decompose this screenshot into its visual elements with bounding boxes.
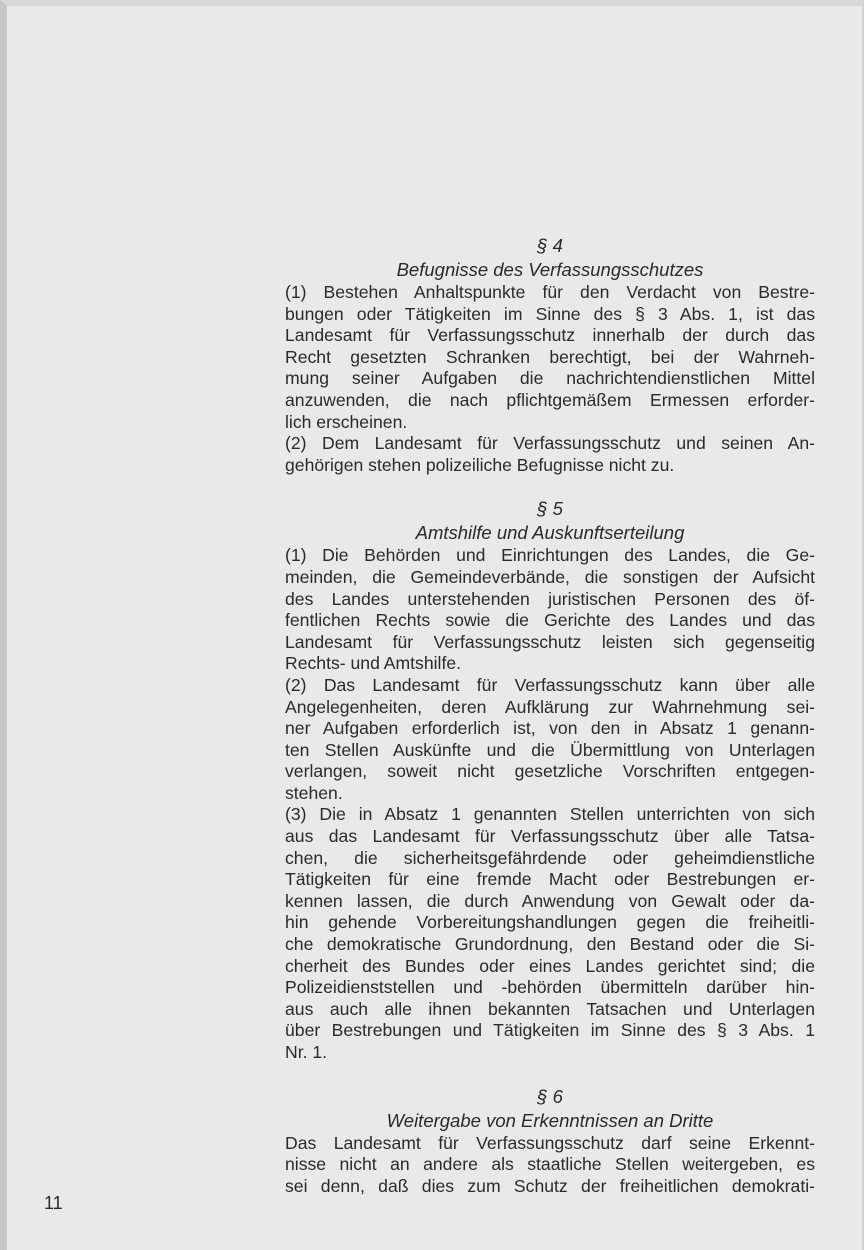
text-line: (3) Die in Absatz 1 genannten Stellen unterrichten von sich bbox=[285, 804, 815, 825]
text-line: stehen. bbox=[285, 782, 343, 803]
section-4 bbox=[285, 234, 815, 476]
text-line: (2) Das Landesamt für Verfassungsschutz kann über alle bbox=[285, 674, 815, 695]
section-5 bbox=[285, 497, 815, 1063]
text-line: bungen oder Tätigkeiten im Sinne des § 3 Abs. 1, ist das bbox=[285, 303, 815, 324]
text-line: kennen lassen, die durch Anwendung von Gewalt oder da- bbox=[285, 890, 815, 911]
text-line: über Bestrebungen und Tätigkeiten im Sinne des § 3 Abs. 1 bbox=[285, 1020, 815, 1041]
paragraph bbox=[285, 804, 815, 1063]
text-line: hin gehende Vorbereitungshandlungen gegen die freiheitli- bbox=[285, 912, 815, 933]
text-line: mung seiner Aufgaben die nachrichtendienstlichen Mittel bbox=[285, 368, 815, 389]
text-column bbox=[285, 234, 815, 1197]
text-line: chen, die sicherheitsgefährdende oder geheimdienstliche bbox=[285, 847, 815, 868]
text-line: Rechts- und Amtshilfe. bbox=[285, 653, 462, 674]
section-number: § 6 bbox=[537, 1085, 563, 1107]
text-line: ner Aufgaben erforderlich ist, von den in Absatz 1 genann- bbox=[285, 718, 815, 739]
section-title: Weitergabe von Erkenntnissen an Dritte bbox=[386, 1109, 714, 1131]
text-line: meinden, die Gemeindeverbände, die sonstigen der Aufsicht bbox=[285, 566, 815, 587]
text-line: des Landes unterstehenden juristischen Personen des öf- bbox=[285, 588, 815, 609]
text-line: Angelegenheiten, deren Aufklärung zur Wahrnehmung sei- bbox=[285, 696, 815, 717]
text-line: Das Landesamt für Verfassungsschutz darf seine Erkennt- bbox=[285, 1132, 815, 1153]
text-line: Nr. 1. bbox=[285, 1042, 328, 1062]
text-line: Polizeidienststellen und -behörden übermitteln darüber hin- bbox=[285, 977, 815, 998]
paragraph bbox=[285, 675, 815, 805]
text-line: Tätigkeiten für eine fremde Macht oder Bestrebungen er- bbox=[285, 869, 815, 890]
paragraph bbox=[285, 433, 815, 476]
text-line: Landesamt für Verfassungsschutz leisten sich gegenseitig bbox=[285, 631, 815, 652]
page-number: 11 bbox=[44, 1193, 63, 1213]
section-number: § 5 bbox=[537, 498, 563, 520]
text-line: (2) Dem Landesamt für Verfassungsschutz und seinen An- bbox=[285, 433, 815, 454]
section-number: § 4 bbox=[537, 235, 563, 256]
text-line: (1) Bestehen Anhaltspunkte für den Verdacht von Bestre- bbox=[285, 282, 815, 302]
paragraph bbox=[285, 545, 815, 675]
text-line: sei denn, daß dies zum Schutz der freiheitlichen demokrati- bbox=[285, 1175, 815, 1196]
section-title: Amtshilfe und Auskunftserteilung bbox=[415, 522, 685, 544]
paragraph bbox=[285, 1133, 815, 1198]
text-line: (1) Die Behörden und Einrichtungen des Landes, die Ge- bbox=[285, 545, 815, 566]
text-line: anzuwenden, die nach pflichtgemäßem Ermessen erforder- bbox=[285, 389, 815, 410]
text-line: cherheit des Bundes oder eines Landes gerichtet sind; die bbox=[285, 955, 815, 976]
text-line: nisse nicht an andere als staatliche Stellen weitergeben, es bbox=[285, 1154, 815, 1175]
text-line: verlangen, soweit nicht gesetzliche Vorschriften entgegen- bbox=[285, 761, 815, 782]
text-line: aus auch alle ihnen bekannten Tatsachen und Unterlagen bbox=[285, 998, 815, 1019]
text-line: lich erscheinen. bbox=[285, 411, 408, 432]
text-line: Recht gesetzten Schranken berechtigt, bei der Wahrneh- bbox=[285, 346, 815, 367]
text-line: che demokratische Grundordnung, den Bestand oder die Si- bbox=[285, 934, 815, 955]
text-line: aus das Landesamt für Verfassungsschutz über alle Tatsa- bbox=[285, 826, 815, 847]
paragraph bbox=[285, 282, 815, 433]
text-line: Landesamt für Verfassungsschutz innerhalb der durch das bbox=[285, 325, 815, 346]
section-title: Befugnisse des Verfassungsschutzes bbox=[396, 259, 704, 280]
section-6 bbox=[285, 1085, 815, 1198]
text-line: ten Stellen Auskünfte und die Übermittlung von Unterlagen bbox=[285, 739, 815, 760]
text-line: gehörigen stehen polizeiliche Befugnisse nicht zu. bbox=[285, 454, 675, 475]
text-line: fentlichen Rechts sowie die Gerichte des Landes und das bbox=[285, 610, 815, 631]
